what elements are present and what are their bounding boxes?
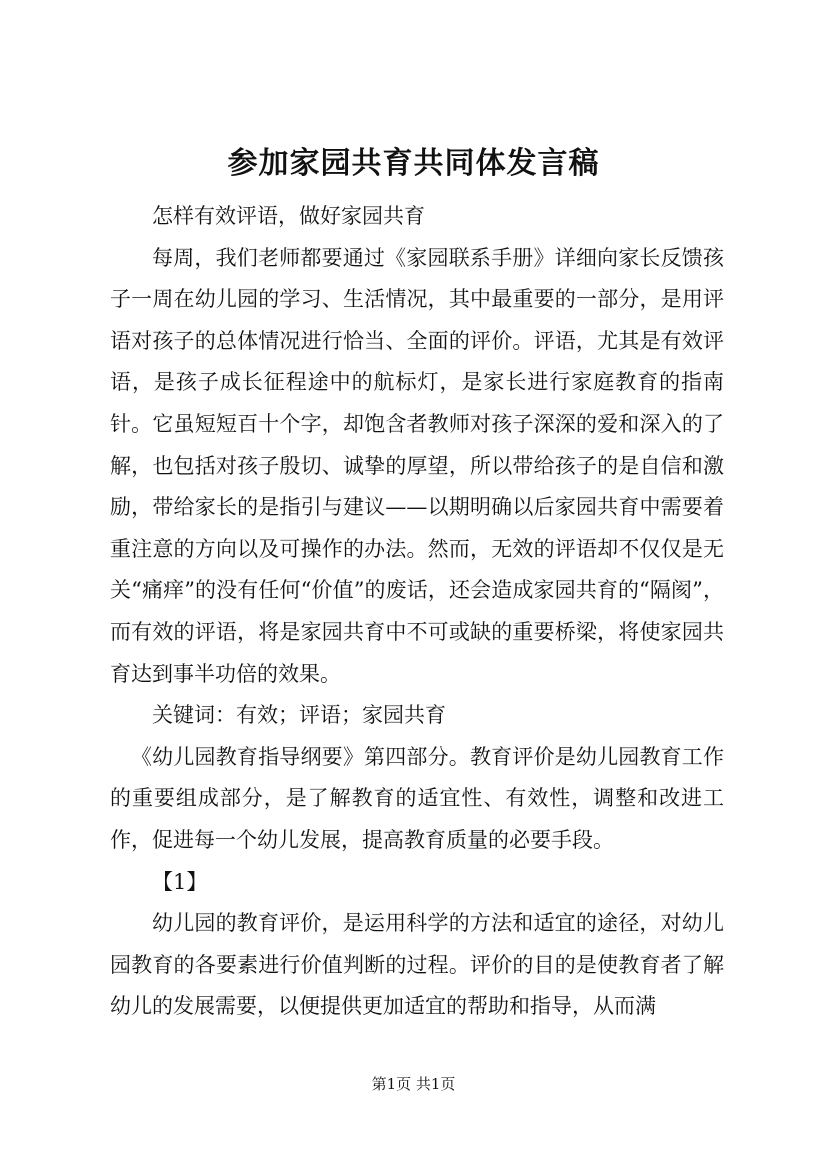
paragraph-subtitle: 怎样有效评语，做好家园共育 bbox=[152, 204, 425, 228]
document-title: 参加家园共育共同体发言稿 bbox=[227, 146, 600, 181]
page-number-footer: 第1页 共1页 bbox=[371, 1075, 456, 1093]
paragraph-reference-marker: 【1】 bbox=[152, 869, 208, 894]
document-body bbox=[110, 196, 724, 1028]
paragraph-keywords: 关键词：有效；评语；家园共育 bbox=[152, 703, 446, 728]
paragraph-guideline-quote: 《幼儿园教育指导纲要》第四部分。教育评价是幼儿园教育工作的重要组成部分，是了解教育的适宜性、有效性，调整和改进工作，促进每一个幼儿发展，提高教育质量的必要手段。 bbox=[110, 744, 724, 852]
paragraph-intro: 每周，我们老师都要通过《家园联系手册》详细向家长反馈孩子一周在幼儿园的学习、生活情况，其中最重要的一部分，是用评语对孩子的总体情况进行恰当、全面的评价。评语，尤其是有效评语，是孩子成长征程途中的航标灯，是家长进行家庭教育的指南针。它虽短短百十个字，却饱含者教师对孩子深深的爱和深入的了解，也包括对孩子殷切、诚挚的厚望，所以带给孩子的是自信和激励，带给家长的是指引与建议——以期明确以后家园共育中需要着重注意的方向以及可操作的办法。然而，无效的评语却不仅仅是无关“痛痒”的没有任何“价值”的废话，还会造成家园共育的“隔阂”，而有效的评语，将是家园共育中不可或缺的重要桥梁，将使家园共育达到事半功倍的效果。 bbox=[110, 245, 724, 686]
paragraph-evaluation: 幼儿园的教育评价，是运用科学的方法和适宜的途径，对幼儿园教育的各要素进行价值判断的过程。评价的目的是使教育者了解幼儿的发展需要，以便提供更加适宜的帮助和指导，从而满 bbox=[110, 911, 724, 1019]
